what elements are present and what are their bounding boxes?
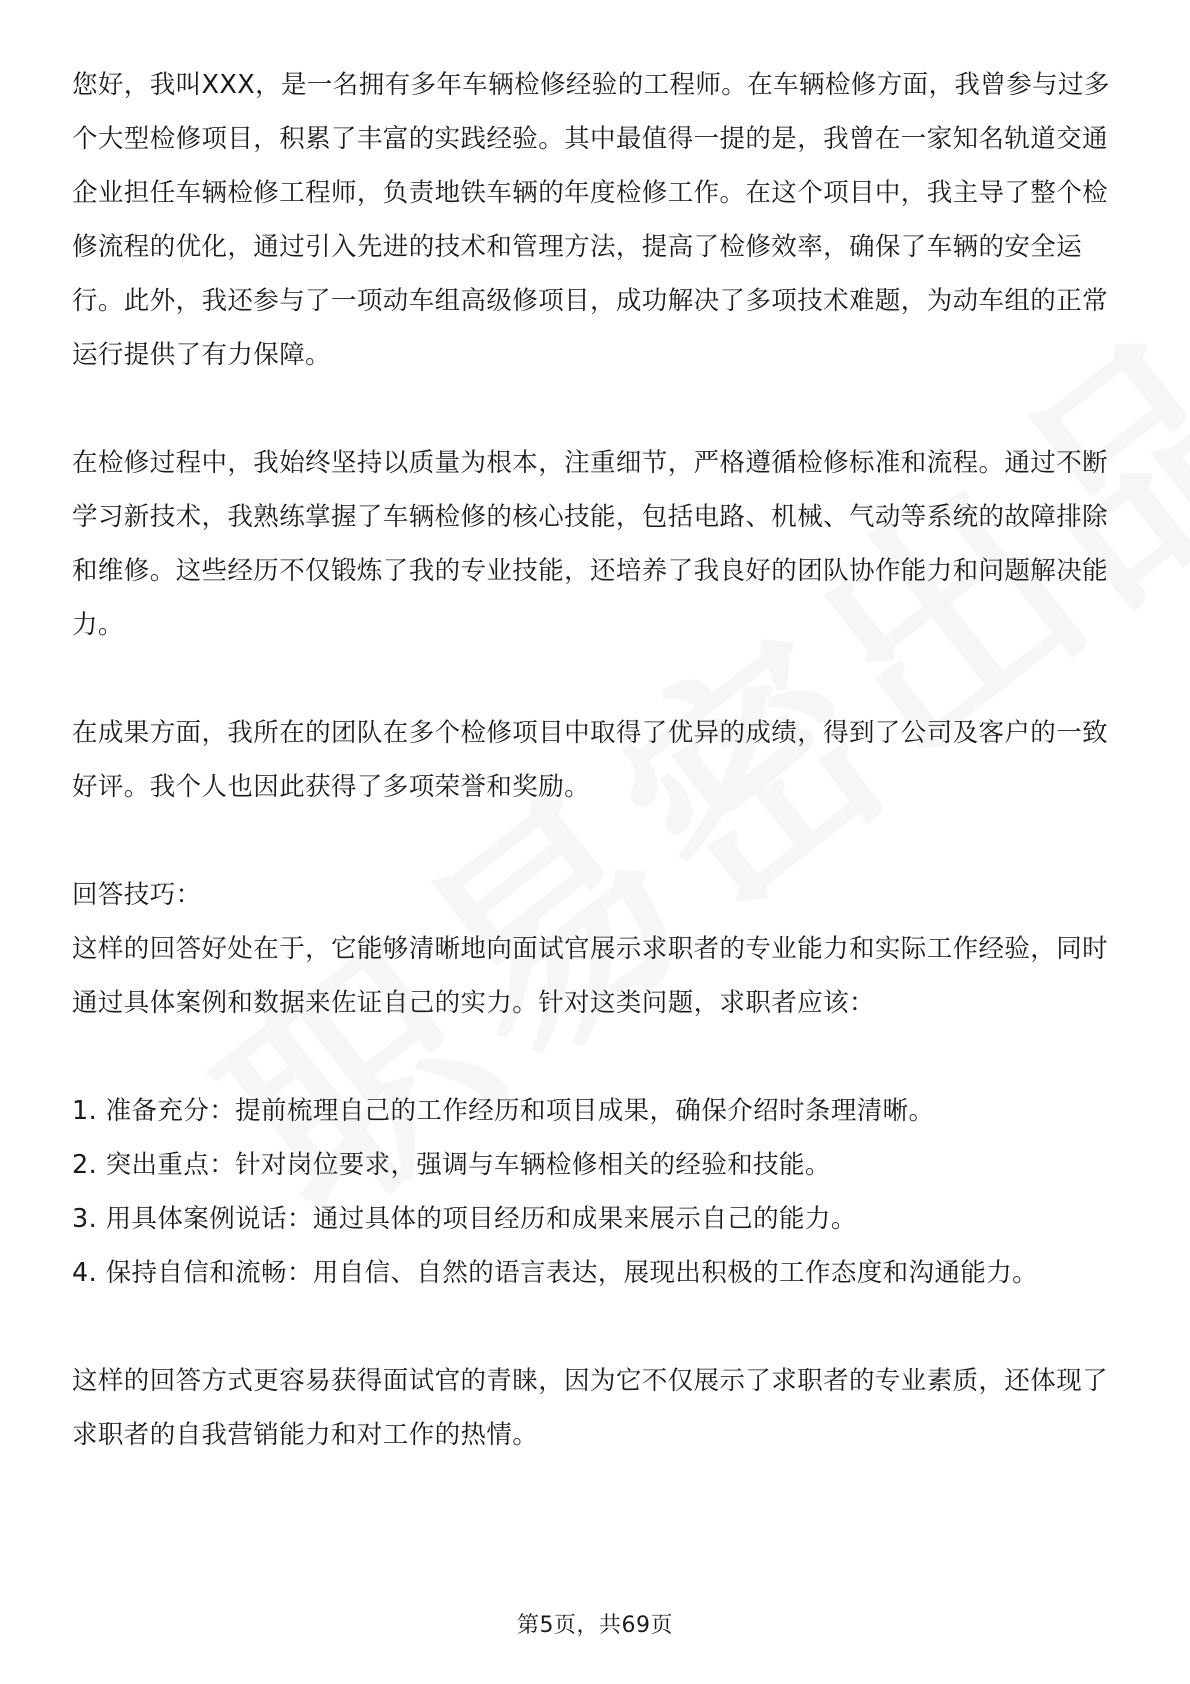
tips-heading: 回答技巧： [72, 880, 202, 910]
paragraph-intro: 您好，我叫XXX，是一名拥有多年车辆检修经验的工程师。在车辆检修方面，我曾参与过多个大型检修项目，积累了丰富的实践经验。其中最值得一提的是，我曾在一家知名轨道交通企业担任车辆检修工程师，负责地铁车辆的年度检修工作。在这个项目中，我主导了整个检修流程的优化，通过引入先进的技术和管理方法，提高了检修效率，确保了车辆的安全运行。此外，我还参与了一项动车组高级修项目，成功解决了多项技术难题，为动车组的正常运行提供了有力保障。 [72, 70, 1110, 370]
paragraph-tips-intro: 这样的回答好处在于，它能够清晰地向面试官展示求职者的专业能力和实际工作经验，同时通过具体案例和数据来佐证自己的实力。针对这类问题，求职者应该： [72, 934, 1109, 1018]
list-item: 2. 突出重点：针对岗位要求，强调与车辆检修相关的经验和技能。 [72, 1150, 831, 1180]
list-item: 4. 保持自信和流畅：用自信、自然的语言表达，展现出积极的工作态度和沟通能力。 [72, 1258, 1039, 1288]
paragraph-gap [72, 1300, 1118, 1354]
paragraph-gap [72, 382, 1118, 436]
tips-list [72, 1084, 1118, 1300]
page-number: 第5页，共69页 [517, 1613, 673, 1638]
paragraph-gap [72, 814, 1118, 868]
paragraph-results: 在成果方面，我所在的团队在多个检修项目中取得了优异的成绩，得到了公司及客户的一致好评。我个人也因此获得了多项荣誉和奖励。 [72, 718, 1109, 802]
paragraph-conclusion: 这样的回答方式更容易获得面试官的青睐，因为它不仅展示了求职者的专业素质，还体现了求职者的自我营销能力和对工作的热情。 [72, 1366, 1109, 1450]
list-item: 1. 准备充分：提前梳理自己的工作经历和项目成果，确保介绍时条理清晰。 [72, 1096, 935, 1126]
paragraph-gap [72, 652, 1118, 706]
paragraph-process: 在检修过程中，我始终坚持以质量为根本，注重细节，严格遵循检修标准和流程。通过不断学习新技术，我熟练掌握了车辆检修的核心技能，包括电路、机械、气动等系统的故障排除和维修。这些经历不仅锻炼了我的专业技能，还培养了我良好的团队协作能力和问题解决能力。 [72, 448, 1109, 640]
list-item: 3. 用具体案例说话：通过具体的项目经历和成果来展示自己的能力。 [72, 1204, 857, 1234]
document-body [72, 58, 1118, 1462]
paragraph-gap [72, 1030, 1118, 1084]
